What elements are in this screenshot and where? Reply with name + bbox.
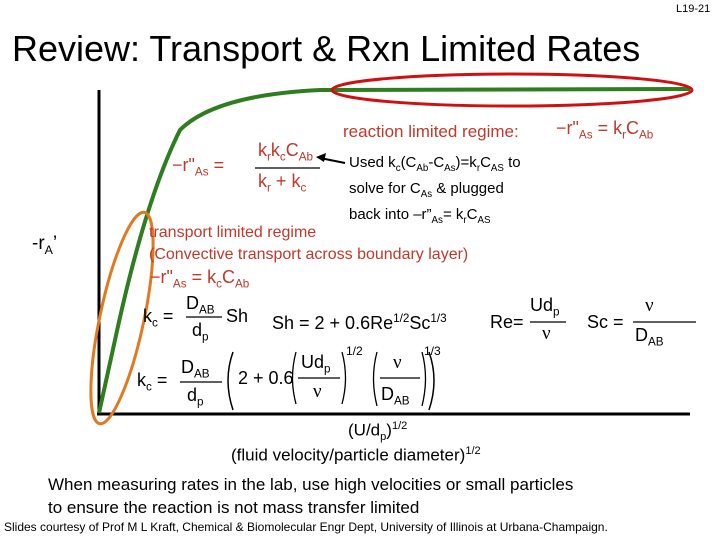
kc-full-lhs: $k_c$ =: [137, 370, 168, 394]
reynolds-lhs: Re=: [490, 312, 524, 332]
overall-rate-lhs: $-r"_{As}$ =: [172, 155, 225, 179]
reaction-rate-equation: $-r"_{As} = k_rC_{Ab}$: [556, 118, 654, 142]
kc-full-two-plus: 2 + 0.6: [238, 368, 294, 388]
schmidt-lhs: Sc =: [587, 312, 624, 332]
paren-2-left: [374, 352, 378, 406]
kc-full-num: $D_{AB}$: [181, 357, 210, 381]
lab-note-line1: When measuring rates in the lab, use high velocities or small particles: [48, 475, 574, 494]
slide-credit: Slides courtesy of Prof M L Kraft, Chemical & Biomolecular Engr Dept, University of Illinois at Urbana-Champaign.: [4, 520, 608, 534]
big-paren-left: [228, 352, 233, 410]
slide-number: L19-21: [676, 3, 711, 15]
derivation-note: Used $k_c(C_{Ab}-C_{As})=k_rC_{AS}$ to solve for $C_{As}$ & plugged back into $-r”_{As}= k_rC_{AS}$: [349, 154, 521, 226]
kc-full-third-exp: 1/3: [424, 344, 441, 358]
transport-rate-equation: $-r"_{As} = k_cC_{Ab}$: [150, 267, 250, 291]
kc-full-half-exp: 1/2: [346, 344, 363, 358]
y-axis-label: $-r_A$’: [32, 233, 58, 257]
kc-sh-sh: Sh: [226, 306, 249, 326]
page-title: Review: Transport & Rxn Limited Rates: [12, 28, 641, 69]
schmidt-den: $D_{AB}$: [635, 325, 664, 349]
kc-full-sc-num: ν: [393, 352, 402, 373]
overall-rate-denominator: $k_r + k_c$: [258, 171, 307, 195]
big-paren-right: [429, 352, 434, 410]
kc-full-den: $d_p$: [187, 385, 204, 409]
reaction-limited-label: reaction limited regime:: [343, 122, 519, 141]
arrow-head: [316, 153, 326, 162]
kc-full-re-den: ν: [313, 381, 322, 402]
kc-full-re-num: $Ud_p$: [301, 352, 331, 376]
paren-1-right: [342, 352, 346, 404]
schmidt-num: ν: [645, 295, 654, 316]
kc-sh-lhs: $k_c$ =: [143, 306, 174, 330]
x-axis-label-2: (fluid velocity/particle diameter)$^{1/2}$: [231, 445, 481, 465]
kc-full-sc-den: $D_{AB}$: [381, 384, 410, 408]
x-axis-label-1: $(U/d_p)^{1/2}$: [348, 420, 408, 444]
kc-sh-den: $d_p$: [192, 320, 209, 344]
kc-sh-num: $D_{AB}$: [186, 293, 215, 317]
lab-note-line2: to ensure the reaction is not mass transfer limited: [48, 498, 420, 517]
reynolds-num: $Ud_p$: [530, 295, 560, 319]
reynolds-den: ν: [542, 323, 551, 344]
sherwood-correlation: $Sh = 2 + 0.6Re^{1/2}Sc^{1/3}$: [272, 312, 447, 333]
paren-2-right: [422, 352, 426, 406]
transport-limited-label: transport limited regime (Convective transport across boundary layer): [149, 224, 469, 263]
overall-rate-numerator: $k_rk_cC_{Ab}$: [258, 140, 314, 164]
